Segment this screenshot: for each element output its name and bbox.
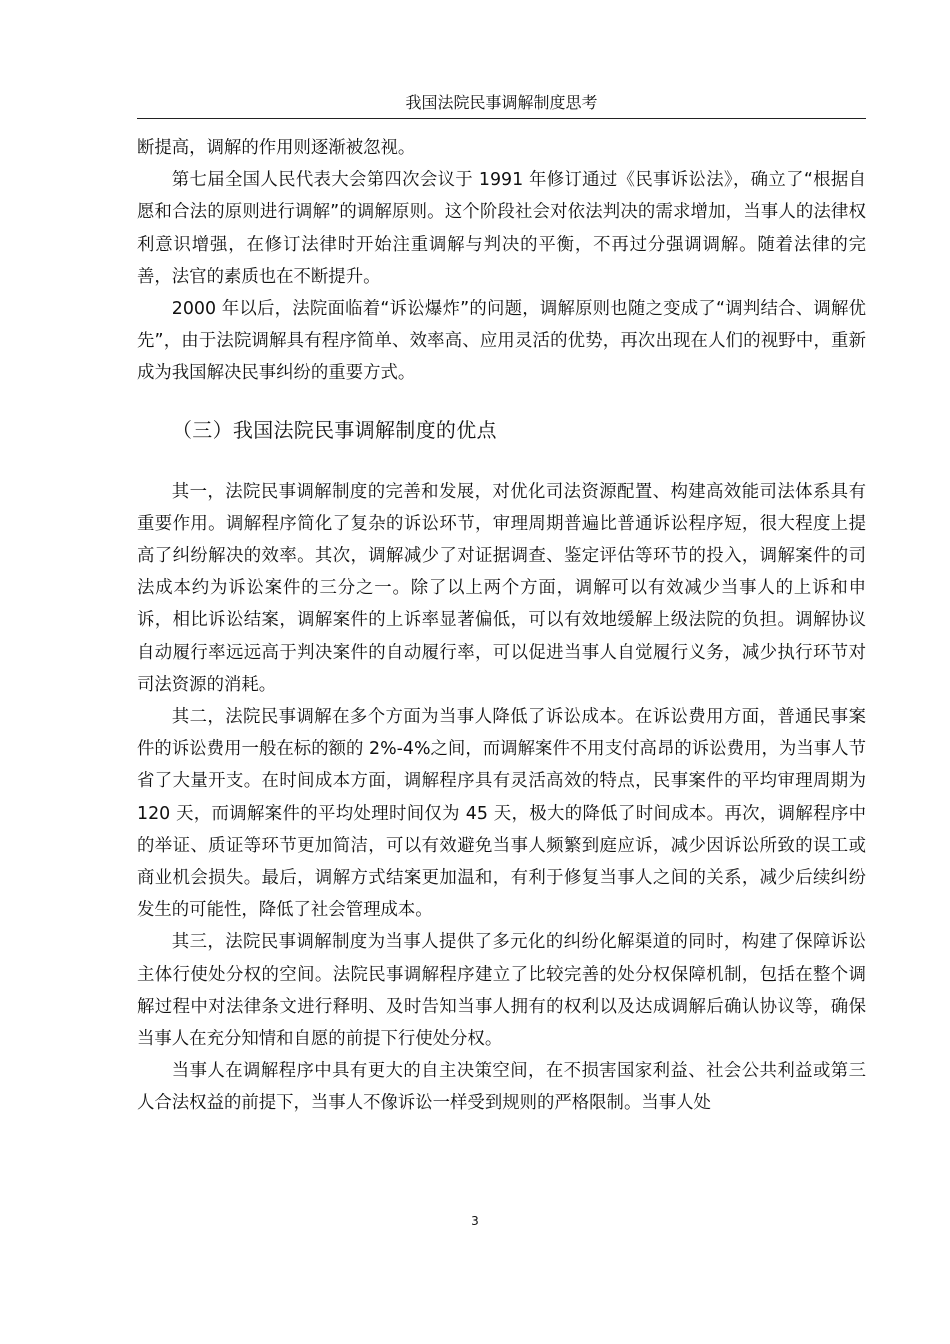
section-heading: （三）我国法院民事调解制度的优点 xyxy=(172,417,497,442)
paragraph-continuation: 断提高，调解的作用则逐渐被忽视。 xyxy=(137,138,416,158)
paragraph-after-2000: 2000 年以后，法院面临着“诉讼爆炸”的问题，调解原则也随之变成了“调判结合、调解优先”，由于法院调解具有程序简单、效率高、应用灵活的优势，再次出现在人们的视野中，重新成为我国解决民事纠纷的重要方式。 xyxy=(137,299,866,384)
paragraph-1991-civil-procedure-law: 第七届全国人民代表大会第四次会议于 1991 年修订通过《民事诉讼法》，确立了“根据自愿和合法的原则进行调解”的调解原则。这个阶段社会对依法判决的需求增加，当事人的法律权利意识增强，在修订法律时开始注重调解与判决的平衡，不再过分强调调解。随着法律的完善，法官的素质也在不断提升。 xyxy=(137,170,866,287)
running-header-title: 我国法院民事调解制度思考 xyxy=(405,93,598,112)
running-header xyxy=(137,92,866,119)
paragraph-advantage-two: 其二，法院民事调解在多个方面为当事人降低了诉讼成本。在诉讼费用方面，普通民事案件的诉讼费用一般在标的额的 2%-4%之间，而调解案件不用支付高昂的诉讼费用，为当事人节省了大量开支。在时间成本方面，调解程序具有灵活高效的特点，民事案件的平均审理周期为 120 天，而调解案件的平均处理时间仅为 45 天，极大的降低了时间成本。再次，调解程序中的举证、质证等环节更加简洁，可以有效避免当事人频繁到庭应诉，减少因诉讼所致的误工或商业机会损失。最后，调解方式结案更加温和，有利于修复当事人之间的关系，减少后续纠纷发生的可能性，降低了社会管理成本。 xyxy=(137,707,866,921)
page-number: 3 xyxy=(471,1214,479,1228)
paragraph-party-autonomy: 当事人在调解程序中具有更大的自主决策空间，在不损害国家利益、社会公共利益或第三人合法权益的前提下，当事人不像诉讼一样受到规则的严格限制。当事人处 xyxy=(137,1061,866,1114)
document-body xyxy=(137,132,866,1120)
paragraph-advantage-three: 其三，法院民事调解制度为当事人提供了多元化的纠纷化解渠道的同时，构建了保障诉讼主体行使处分权的空间。法院民事调解程序建立了比较完善的处分权保障机制，包括在整个调解过程中对法律条文进行释明、及时告知当事人拥有的权利以及达成调解后确认协议等，确保当事人在充分知情和自愿的前提下行使处分权。 xyxy=(137,932,866,1050)
paragraph-advantage-one: 其一，法院民事调解制度的完善和发展，对优化司法资源配置、构建高效能司法体系具有重要作用。调解程序简化了复杂的诉讼环节，审理周期普遍比普通诉讼程序短，很大程度上提高了纠纷解决的效率。其次，调解减少了对证据调查、鉴定评估等环节的投入，调解案件的司法成本约为诉讼案件的三分之一。除了以上两个方面，调解可以有效减少当事人的上诉和申诉，相比诉讼结案，调解案件的上诉率显著偏低，可以有效地缓解上级法院的负担。调解协议自动履行率远远高于判决案件的自动履行率，可以促进当事人自觉履行义务，减少执行环节对司法资源的消耗。 xyxy=(137,481,866,695)
